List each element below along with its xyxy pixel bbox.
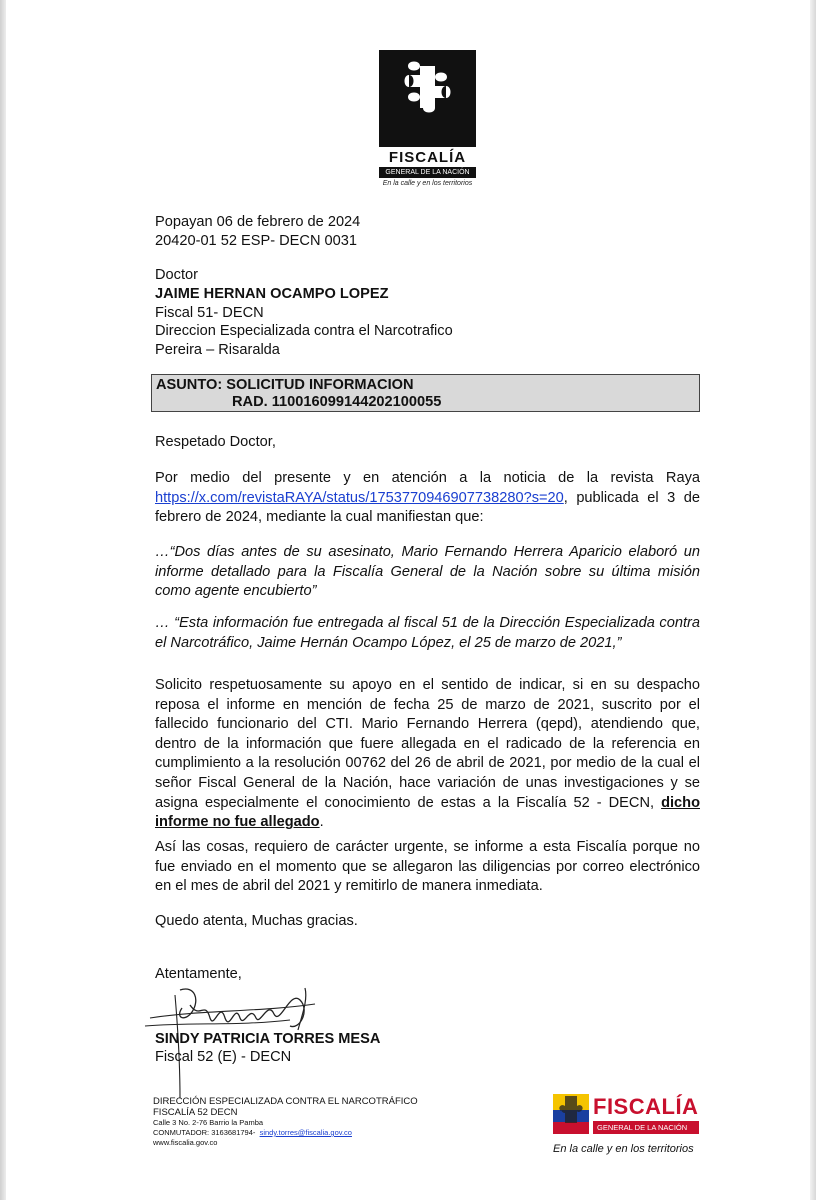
quote-second: … “Esta información fue entregada al fiscal 51 de la Dirección Especializada contra el Narcotráfico, Jaime Hernán Ocampo López, el 25 de marzo de 2021,” [155, 615, 700, 651]
quote-first: …“Dos días antes de su asesinato, Mario Fernando Herrera Aparicio elaboró un informe detallado para la Fiscalía General de la Nación sobre su última misión como agente encubierto” [155, 544, 700, 600]
paragraph-request [155, 676, 700, 833]
footer-contact [153, 1128, 418, 1138]
letter-reference: 20420-01 52 ESP- DECN 0031 [155, 233, 358, 249]
footer-direction: DIRECCIÓN ESPECIALIZADA CONTRA EL NARCOTRÁFICO [153, 1096, 418, 1107]
letter-date: Popayan 06 de febrero de 2024 [155, 214, 361, 230]
greeting: Respetado Doctor, [155, 434, 276, 450]
colombia-emblem-icon [553, 1094, 589, 1142]
page-right-edge [810, 0, 816, 1200]
footer-logo-brand: FISCALÍA [593, 1094, 699, 1119]
header-logo [379, 50, 476, 187]
recipient-title: Doctor [155, 267, 198, 283]
footer-logo-subtitle: GENERAL DE LA NACIÓN [593, 1121, 699, 1134]
page-left-edge [0, 0, 6, 1200]
intro-text: Por medio del presente y en atención a la noticia de la revista Raya [155, 470, 700, 486]
recipient-role: Fiscal 51- DECN [155, 305, 264, 321]
request-emphasis: dicho informe no fue allegado [155, 794, 700, 831]
recipient-name: JAIME HERNAN OCAMPO LOPEZ [155, 286, 389, 302]
subject-box [151, 374, 700, 412]
sign-off: Atentamente, [155, 966, 242, 982]
header-subtitle: GENERAL DE LA NACIÓN [379, 167, 476, 178]
request-end: . [319, 814, 324, 831]
paragraph-urgent: Así las cosas, requiero de carácter urgente, se informe a esta Fiscalía porque no fue enviado en el momento que se allegaron las diligencias por correo electrónico en el mes de abril del 2021 y remitirlo de manera inmediata. [155, 839, 700, 895]
paragraph-intro [155, 469, 700, 528]
footer-phone: CONMUTADOR: 3163681794- [153, 1128, 256, 1137]
header-brand: FISCALÍA [388, 149, 467, 166]
footer-logo [553, 1094, 703, 1156]
subject-rad: RAD. 110016099144202100055 [232, 394, 442, 410]
footer-website[interactable]: www.fiscalia.gov.co [153, 1138, 218, 1147]
footer-email[interactable]: sindy.torres@fiscalia.gov.co [259, 1128, 352, 1137]
footer-block [153, 1097, 418, 1148]
news-link[interactable]: https://x.com/revistaRAYA/status/1753770946907738280?s=20 [155, 489, 564, 506]
header-tagline: En la calle y en los territorios [382, 180, 473, 187]
recipient-dept: Direccion Especializada contra el Narcotrafico [155, 323, 453, 339]
signer-name: SINDY PATRICIA TORRES MESA [155, 1031, 381, 1047]
puzzle-emblem-icon [379, 50, 476, 147]
footer-address: Calle 3 No. 2-76 Barrio la Pamba [153, 1118, 264, 1127]
request-text: Solicito respetuosamente su apoyo en el sentido de indicar, si en su despacho reposa el informe en mención de fecha 25 de marzo de 2021, suscrito por el fallecido funcionario del CTI. Mario Fernando Herrera (qepd), atendiendo que, dentro de la información que fuere allegada en el radicado de la referencia en cumplimiento a la resolución 00762 del 26 de abril de 2021, por medio de la cual el señor Fiscal General de la Nación, hace variación de unas investigaciones y se asigna especialmente el conocimiento de estas a la Fiscalía 52 - DECN, [155, 677, 700, 811]
signer-role: Fiscal 52 (E) - DECN [155, 1049, 292, 1065]
intro-text-end: , publicada el 3 de febrero de 2024, mediante la cual manifiestan que: [155, 489, 700, 526]
closing: Quedo atenta, Muchas gracias. [155, 913, 358, 929]
subject-line: ASUNTO: SOLICITUD INFORMACION [156, 377, 414, 393]
footer-office: FISCALÍA 52 DECN [153, 1106, 238, 1118]
footer-logo-tagline: En la calle y en los territorios [553, 1143, 694, 1155]
recipient-city: Pereira – Risaralda [155, 342, 280, 358]
